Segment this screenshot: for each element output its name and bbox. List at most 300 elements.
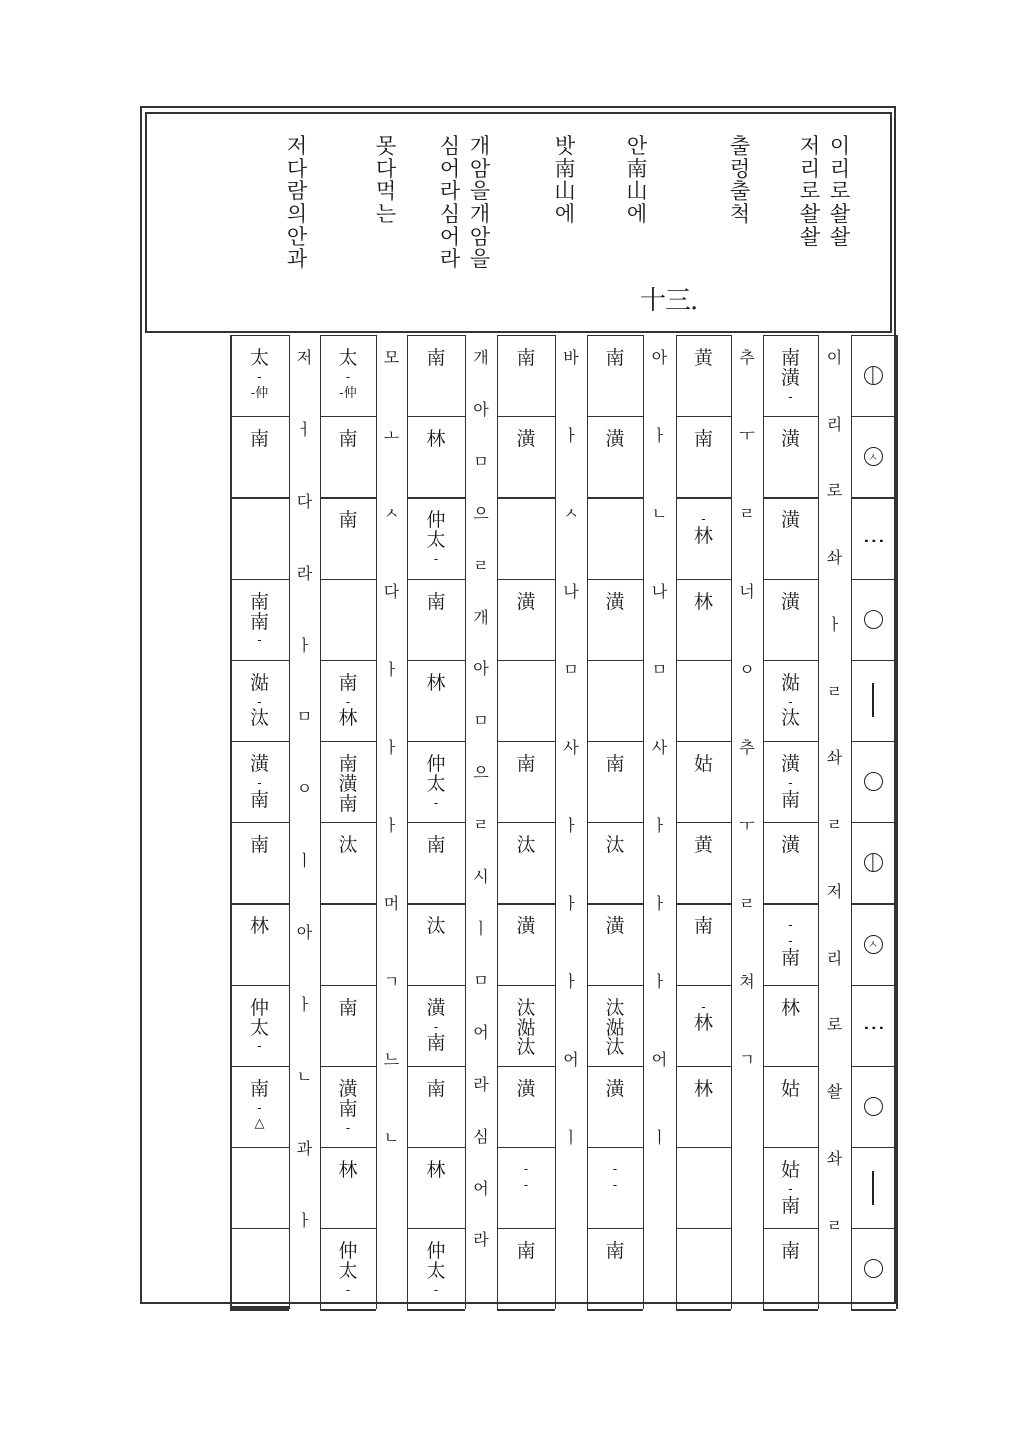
lyric-char: 솰 [799,202,821,227]
syllable: 모 [383,348,400,367]
note-cell [587,903,643,984]
note-cell [587,985,643,1066]
note-glyph: 南 [605,753,625,775]
note-cell [763,985,818,1066]
note-glyph: 仲 [426,1240,446,1263]
syllable-column [465,349,497,1283]
note-glyph: 太 [338,1260,358,1283]
note-cell [763,1066,818,1147]
note-cell [230,660,289,741]
note-cell [407,822,465,903]
note-cell [320,497,376,578]
note-cell [230,497,289,578]
note-glyph: - [788,1181,793,1197]
note-glyph: - [788,694,793,710]
beat-circle-mark [864,853,883,872]
beat-circle-mark [864,610,883,629]
note-cell [676,497,731,578]
note-glyph: 南 [780,1240,800,1263]
lyric-char: 안 [626,134,648,158]
note-glyph: - [433,1019,439,1035]
note-cell [763,579,818,660]
syllable: 너 [739,582,755,601]
syllable: ㅏ [296,1210,313,1230]
syllable: ㅁ [473,970,489,990]
lyric-char: 리 [799,156,821,181]
grid-row-line [587,1309,643,1310]
grid-row-line [851,1309,896,1310]
note-glyph: - [257,775,262,791]
note-glyph: 南 [338,753,358,775]
section-number: 十三. [640,286,698,316]
syllable: ㅏ [563,972,579,991]
note-cell [407,985,465,1066]
note-glyph: 太 [426,1260,446,1283]
syllable: 시 [473,867,489,887]
note-glyph: 南 [780,788,800,811]
note-glyph: 南 [338,509,358,532]
syllable: ㅏ [383,816,400,835]
syllable: ㅏ [563,426,579,445]
lyric-column [285,135,309,271]
lyric-column [438,135,462,271]
note-cell [497,497,555,578]
syllable: 어 [651,1050,668,1069]
syllable: 솰 [826,1082,843,1102]
note-glyph: 南 [693,915,713,938]
note-glyph: 南 [338,1097,358,1120]
lyric-char: 출 [729,179,751,204]
syllable: ㅜ [739,816,755,835]
lyric-char: 로 [799,179,821,204]
note-glyph: - [345,694,351,710]
note-glyph: 潢 [516,428,536,451]
note-glyph: 南 [426,1077,446,1100]
beat-circle-mark: ㅅ [864,447,883,466]
note-glyph: 姑 [780,1077,800,1100]
note-glyph: 㴌 [516,1016,536,1039]
syllable: 솨 [826,1148,843,1168]
note-glyph: 南 [249,590,269,613]
note-glyph: 太 [426,529,446,552]
note-cell [230,741,289,822]
lyric-char: 먹 [375,179,397,204]
note-glyph: - [345,369,351,385]
note-cell [763,660,818,741]
syllable: ㅏ [651,894,668,913]
note-glyph: 汰 [426,915,446,938]
note-glyph: 潢 [780,366,800,389]
note-cell [320,741,376,822]
note-cell [497,903,555,984]
syllable: ㅅ [563,504,579,523]
syllable: ㅏ [651,426,668,445]
lyric-char: 의 [286,202,308,227]
syllable: 쳐 [739,972,755,991]
note-glyph: 南 [249,788,269,811]
note-glyph: 潢 [516,915,536,938]
lyric-column [374,135,398,226]
note-cell [320,660,376,741]
note-cell [407,416,465,497]
beat-bar-mark [872,683,874,717]
syllable: 사 [563,738,579,757]
note-glyph: 㴌 [605,1016,625,1039]
syllable: ㄴ [296,1066,313,1086]
syllable-column [555,349,587,1207]
note-glyph: 南 [338,671,358,694]
note-glyph: 汰 [338,834,358,857]
syllable: 리 [826,414,843,434]
note-cell [676,1228,731,1309]
note-glyph: 汰 [516,834,536,857]
syllable: ㅇ [296,779,313,799]
syllable: ㄹ [473,815,489,835]
beat-circle-mark [864,366,883,385]
note-glyph: 南 [249,1077,269,1100]
note-cell [407,335,465,416]
syllable-column [818,349,851,1283]
note-glyph: 潢 [338,1077,358,1100]
syllable-column [731,349,763,1129]
lyric-column [625,135,649,226]
syllable: 어 [473,1178,489,1198]
note-glyph: 南 [693,428,713,451]
note-glyph: 太 [338,347,358,369]
note-glyph: 潢 [605,915,625,938]
beat-symbol-circle [862,771,884,793]
note-glyph: 黄 [693,834,713,857]
note-glyph: 林 [249,915,269,938]
lyric-column [468,135,492,271]
note-glyph: 南 [338,792,358,815]
note-glyph: 南 [249,834,269,857]
syllable: 개 [473,348,489,367]
note-glyph: 太 [249,347,269,369]
grid-column-line [896,335,898,1309]
lyric-char: 南 [626,156,648,181]
grid-row-line [851,497,896,498]
note-glyph: 太 [426,772,446,795]
note-cell [763,416,818,497]
note-glyph: 林 [693,1077,713,1100]
note-cell [587,335,643,416]
note-cell [587,1147,643,1228]
note-glyph: 南 [516,347,536,369]
note-cell [676,660,731,741]
lyric-char: 이 [829,134,851,158]
note-cell [320,579,376,660]
lyric-char: 山 [554,179,576,204]
lyric-char: 개 [469,134,491,158]
lyric-char: 라 [439,179,461,204]
lyric-column [728,135,752,226]
syllable: 어 [563,1050,579,1069]
syllable: 어 [473,1022,489,1042]
lyric-char: 로 [829,179,851,204]
grid-row-line [676,1309,731,1310]
note-glyph: - [788,918,793,934]
note-cell [230,1228,289,1309]
note-cell [676,822,731,903]
grid-row-line [851,822,896,823]
note-glyph: 仲 [426,753,446,775]
grid-row-line [851,416,896,417]
note-glyph: 南 [780,1194,800,1217]
note-cell [763,335,818,416]
note-cell [320,822,376,903]
lyric-char: 과 [286,247,308,272]
note-glyph: - [257,694,262,710]
note-cell [763,822,818,903]
note-cell [763,497,818,578]
lyric-char: 을 [469,247,491,272]
note-glyph: 姑 [780,1159,800,1181]
syllable: 이 [826,348,843,367]
grid-row-line [851,335,896,336]
note-cell [497,416,555,497]
note-glyph: - [788,389,793,405]
note-glyph: 南 [605,347,625,369]
note-glyph: 汰 [605,834,625,857]
beat-symbol-circle [862,1258,884,1280]
lyric-char: 암 [469,156,491,181]
note-cell [763,1228,818,1309]
syllable: ㅅ [383,504,400,523]
note-cell [587,741,643,822]
syllable: ㅏ [563,894,579,913]
note-cell [320,1147,376,1228]
lyric-char: 밧 [554,134,576,158]
note-cell [587,822,643,903]
lyric-char: 심 [439,202,461,227]
note-glyph: 林 [426,428,446,451]
syllable: ㅁ [473,711,489,731]
note-glyph: 林 [338,707,358,730]
lyric-char: 척 [729,202,751,227]
syllable: ㄹ [826,681,843,701]
grid-row-line [851,741,896,742]
note-glyph: - [257,633,262,649]
grid-row-line [407,1309,465,1310]
lyric-char: 에 [626,202,648,227]
syllable: ㅏ [296,635,313,655]
note-cell [676,903,731,984]
note-cell [497,1066,555,1147]
note-cell [587,1228,643,1309]
note-glyph: 仲 [426,509,446,532]
note-cell [763,903,818,984]
note-glyph: - [257,1039,262,1055]
syllable: 다 [383,582,400,601]
lyric-char: 저 [799,134,821,158]
note-glyph: 潢 [780,590,800,613]
grid-row-line [320,1309,376,1310]
beat-symbol-circle [862,608,884,630]
beat-symbol-bar [862,1177,884,1199]
syllable: 바 [563,348,579,367]
note-glyph: 潢 [516,590,536,613]
note-glyph: 潢 [605,590,625,613]
note-glyph: 南 [426,347,446,369]
note-glyph: 潢 [426,996,446,1019]
beat-circle-mark [864,772,883,791]
note-glyph: - [788,775,793,791]
lyric-char: 어 [439,224,461,249]
syllable: 개 [473,607,489,627]
note-glyph: 林 [693,525,713,548]
note-glyph: - [433,1283,439,1299]
lyric-char: 못 [375,134,397,158]
note-cell [676,579,731,660]
syllable: 추 [739,348,755,367]
note-glyph: 南 [249,428,269,451]
beat-circle-mark: ㅅ [864,935,883,954]
note-cell [676,416,731,497]
syllable: ㅗ [383,426,400,445]
syllable: ㄱ [739,1050,755,1069]
note-glyph: 潢 [605,428,625,451]
note-glyph: 潢 [780,509,800,532]
note-cell [497,741,555,822]
syllable: 아 [473,399,489,419]
syllable: 로 [826,1015,843,1035]
syllable: 으 [473,503,489,523]
note-glyph: - [345,1283,351,1299]
note-cell [497,1228,555,1309]
grid-row-line [851,985,896,986]
lyric-column [828,135,852,248]
syllable: 솨 [826,548,843,568]
note-cell [587,579,643,660]
beat-symbol-circle [862,1095,884,1117]
note-cell [676,335,731,416]
note-cell [230,1066,289,1147]
note-cell [587,660,643,741]
syllable: ㄴ [651,504,668,523]
lyric-char: 개 [469,202,491,227]
syllable: ㅏ [383,660,400,679]
syllable: ㅏ [563,816,579,835]
lyric-char: 을 [469,179,491,204]
lyric-char: 는 [375,202,397,227]
note-cell [497,335,555,416]
note-cell [320,335,376,416]
grid-row-line [763,1309,818,1310]
grid-row-line [851,1228,896,1229]
note-glyph: 潢 [516,1077,536,1100]
note-glyph: 南 [426,834,446,857]
note-glyph: 南 [249,610,269,633]
lyric-char: 솰 [799,224,821,249]
note-glyph: - [257,1100,262,1116]
note-glyph: - [257,369,262,385]
note-glyph: 林 [426,671,446,694]
lyric-char: 다 [286,156,308,181]
lyric-char: 심 [439,134,461,158]
note-glyph: 林 [780,996,800,1019]
note-glyph: 㴌 [780,671,800,694]
syllable: ㅣ [563,1128,579,1147]
note-cell [587,497,643,578]
beat-symbol-split [862,852,884,874]
note-cell [230,985,289,1066]
syllable: ㅏ [296,994,313,1014]
syllable: ㅏ [651,816,668,835]
syllable: 저 [826,881,843,901]
syllable: 추 [739,738,755,757]
lyric-char: 에 [554,202,576,227]
syllable: ㅏ [826,614,843,634]
syllable: ㅣ [296,851,313,871]
note-glyph: -仲 [339,385,357,401]
grid-row-line [230,1309,289,1310]
syllable: 나 [651,582,668,601]
syllable: ㄹ [826,815,843,835]
note-glyph: - [701,999,706,1015]
syllable: ㅜ [739,426,755,445]
grid-row-line [851,1147,896,1148]
syllable: ㅏ [383,738,400,757]
note-glyph: 林 [338,1159,358,1181]
note-glyph: 汰 [516,1036,536,1059]
syllable-column [289,349,320,1283]
beat-symbol-cross [862,933,884,955]
beat-dots-mark: ⋮ [861,530,887,546]
syllable: ㅇ [739,660,755,679]
lyric-char: 南 [554,156,576,181]
note-glyph: 南 [338,996,358,1019]
note-cell [320,903,376,984]
note-glyph: 汰 [780,707,800,730]
syllable: ㅏ [651,972,668,991]
syllable: ㄹ [739,504,755,523]
note-glyph: 太 [249,1016,269,1039]
note-cell [407,660,465,741]
note-glyph: 林 [693,1012,713,1035]
note-glyph: 南 [426,1032,446,1055]
syllable: 라 [296,563,313,583]
grid-row-line [497,1309,555,1310]
note-cell [407,1066,465,1147]
note-cell [587,1066,643,1147]
note-cell [230,822,289,903]
note-glyph: 林 [426,1159,446,1181]
note-cell [676,741,731,822]
beat-symbol-dots [861,527,887,549]
note-glyph: - [701,512,706,528]
syllable: 머 [383,894,400,913]
syllable: 느 [383,1050,400,1069]
syllable-column [376,349,407,1207]
grid-row-line [851,579,896,580]
note-cell [407,1147,465,1228]
note-cell [497,1147,555,1228]
beat-bar-mark [872,1171,874,1205]
lyric-char: 山 [626,179,648,204]
note-glyph: -仲 [250,385,269,401]
syllable: 나 [563,582,579,601]
syllable: 로 [826,481,843,501]
lyric-char: 출 [729,134,751,158]
note-cell [763,1147,818,1228]
syllable: 아 [296,923,313,942]
note-cell [230,1147,289,1228]
note-glyph: 黄 [693,347,713,369]
note-cell [676,985,731,1066]
syllable: 다 [296,491,313,511]
note-glyph: 林 [693,590,713,613]
